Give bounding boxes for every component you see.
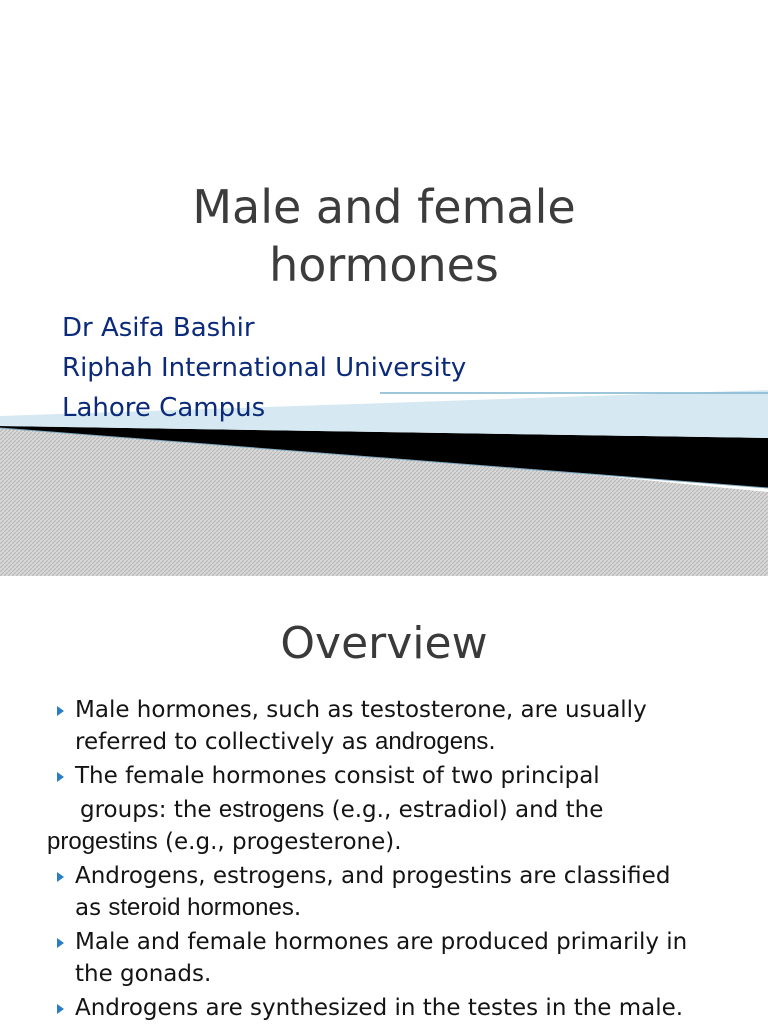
bullet-3-line-2: [75, 892, 301, 924]
slide-title: [0, 178, 768, 294]
bullet-arrow-icon: [57, 772, 64, 782]
term-steroid-hormones: steroid hormones: [108, 894, 294, 921]
slide-title-line-1: Male and female: [192, 180, 576, 234]
bullet-arrow-icon: [57, 1004, 64, 1014]
bullet-text: The female hormones consist of two principal: [75, 763, 600, 789]
bullet-text: .: [488, 729, 496, 755]
bullet-text: Male and female hormones are produced primarily in: [75, 929, 688, 955]
bullet-text: .: [293, 895, 302, 921]
bullet-text: the gonads.: [75, 961, 212, 987]
bullet-text: groups: the: [80, 797, 219, 823]
campus-name: Lahore Campus: [62, 393, 266, 423]
bullet-2-line-3: [47, 826, 402, 858]
bullet-arrow-icon: [57, 872, 64, 882]
institution-name: Riphah International University: [62, 353, 467, 383]
bullet-text: Androgens, estrogens, and progestins are classified: [75, 863, 671, 889]
bullet-1-line-2: [75, 726, 496, 758]
bullet-2-line-2: [80, 794, 603, 826]
bullet-text: as: [75, 895, 109, 921]
bullet-1-line-1: [75, 694, 647, 726]
bullet-text: referred to collectively as: [75, 729, 375, 755]
author-name: Dr Asifa Bashir: [62, 313, 255, 343]
bullet-arrow-icon: [57, 706, 64, 716]
bullet-4-line-1: [75, 926, 687, 958]
bullet-text: (e.g., estradiol) and the: [324, 797, 604, 823]
bullet-2-line-1: [75, 760, 600, 792]
bullet-text: Androgens are synthesized in the testes in the male.: [75, 995, 684, 1021]
slide-title-line-2: hormones: [269, 238, 499, 292]
bullet-4-line-2: [75, 958, 211, 990]
term-estrogens: estrogens: [218, 796, 325, 823]
bullet-arrow-icon: [57, 938, 64, 948]
term-progestins: progestins: [47, 828, 158, 855]
overview-heading: Overview: [280, 618, 488, 669]
bullet-5-line-1: [75, 992, 683, 1024]
bullet-text: (e.g., progesterone).: [157, 829, 402, 855]
bullet-3-line-1: [75, 860, 670, 892]
term-androgens: androgens: [374, 728, 489, 755]
overview-slide: [0, 576, 768, 1024]
subtitle-block: [62, 308, 466, 428]
bullet-text: Male hormones, such as testosterone, are usually: [75, 697, 647, 723]
